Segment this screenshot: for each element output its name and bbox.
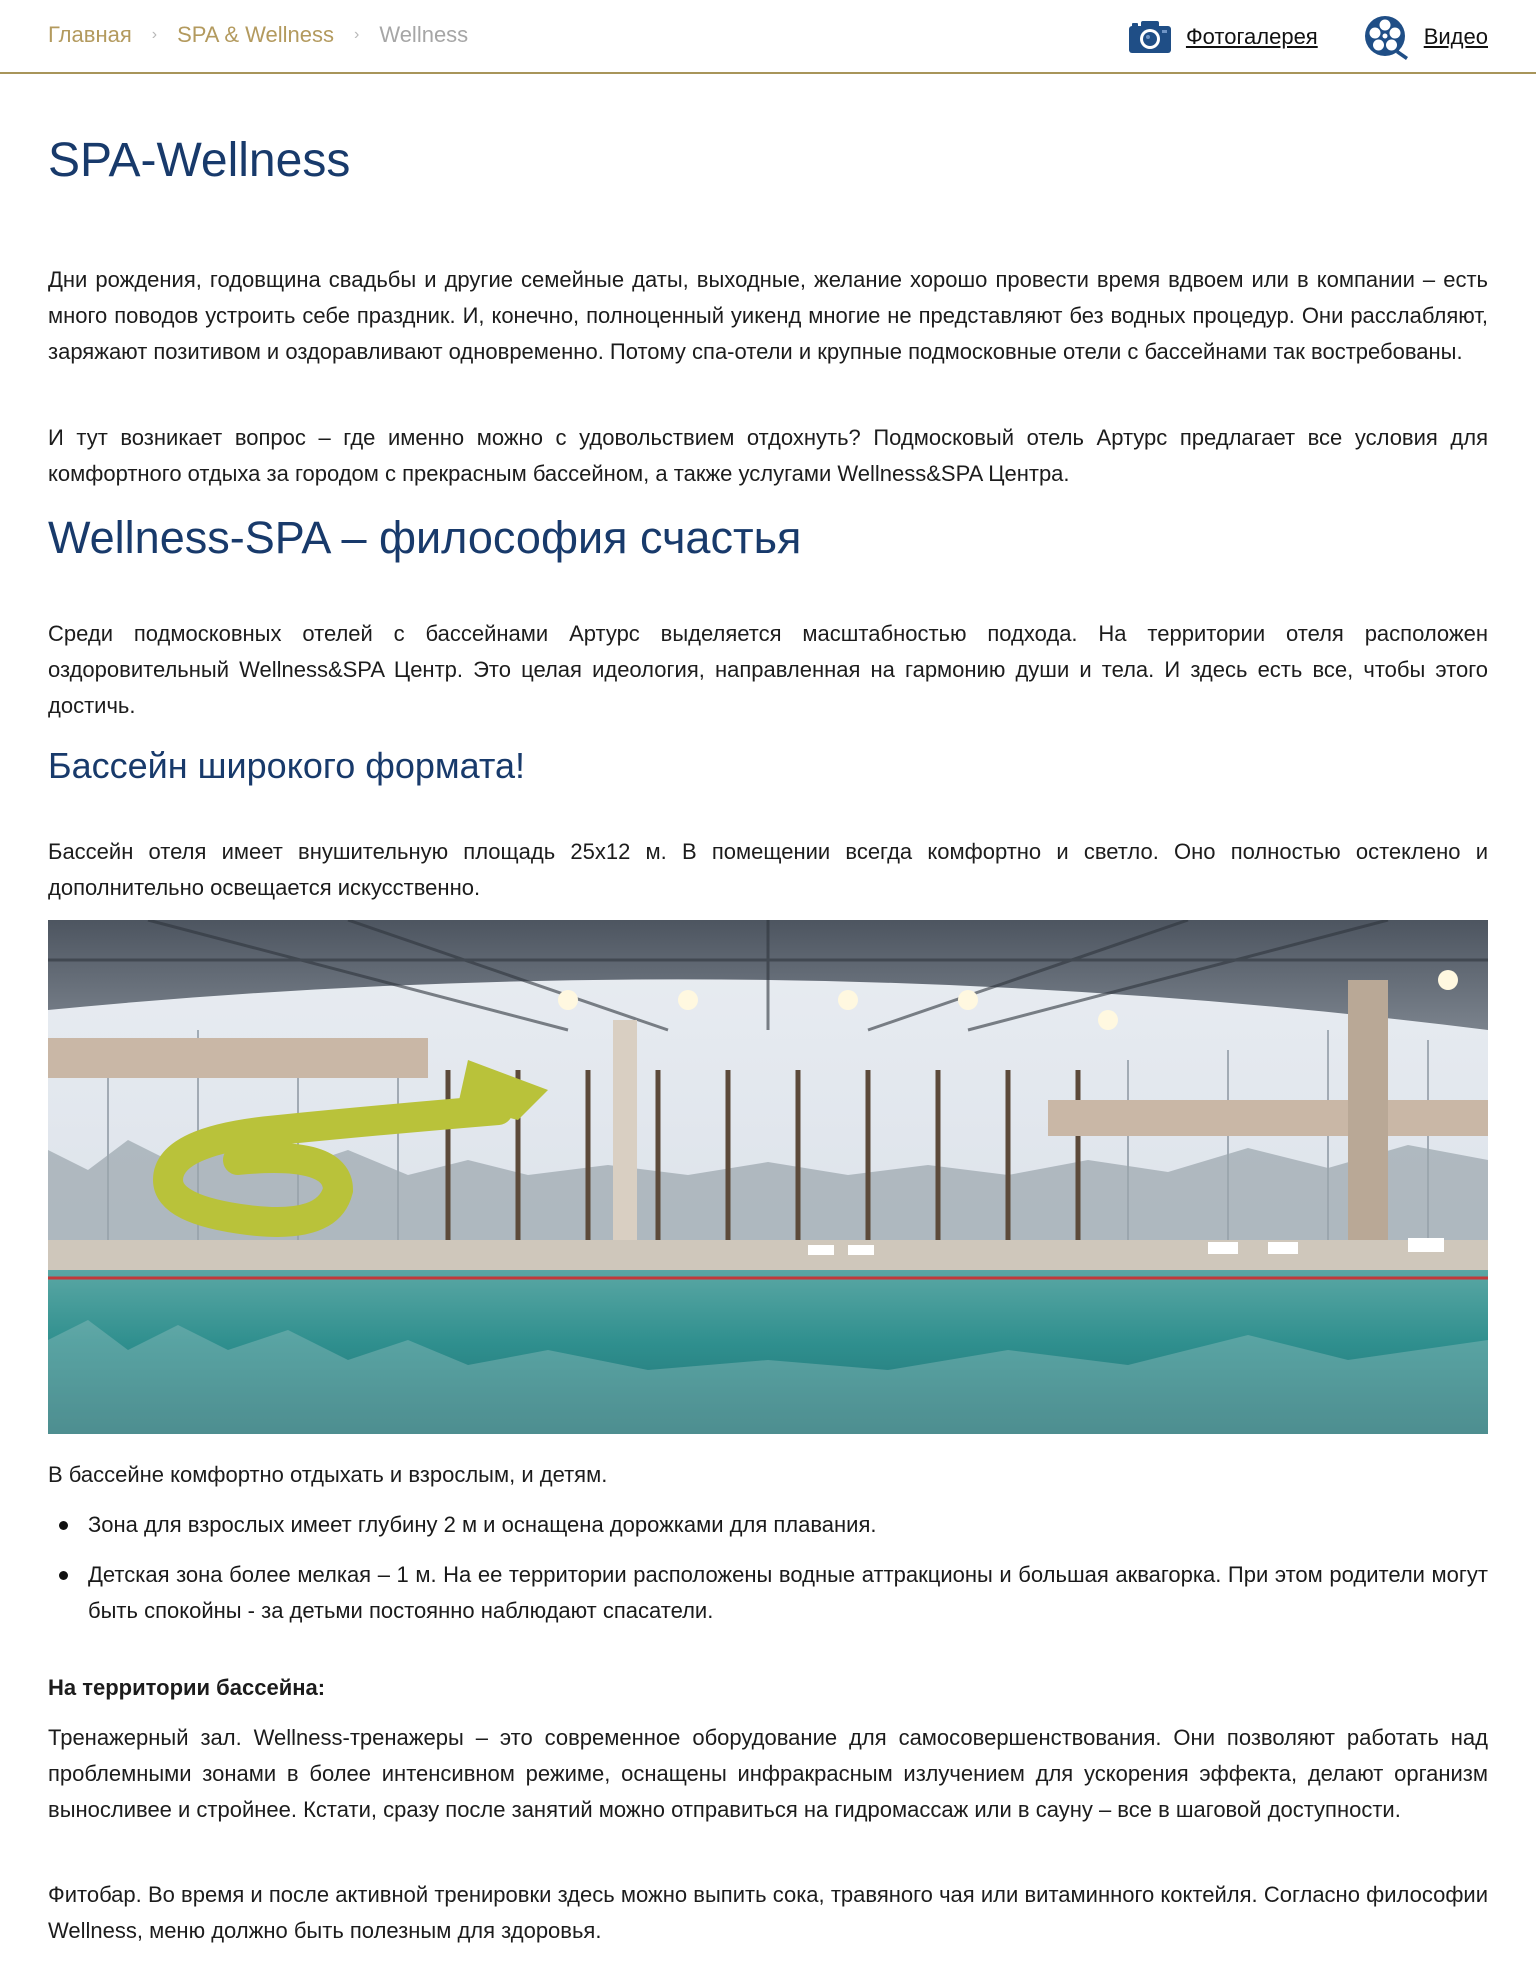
pool-zone-list bbox=[48, 1507, 1488, 1643]
photo-gallery-link[interactable] bbox=[1128, 19, 1318, 55]
list-item bbox=[48, 1557, 1488, 1629]
pool-paragraph: Бассейн отеля имеет внушительную площадь 25х12 м. В помещении всегда комфортно и светло. Оно полностью остеклено и дополнительно освещается искусственно. bbox=[48, 839, 1488, 900]
breadcrumb-current: Wellness bbox=[379, 22, 469, 47]
territory-paragraph-1: Тренажерный зал. Wellness-тренажеры – это современное оборудование для самосовершенствования. Они позволяют работать над проблемными зонами в более интенсивном режиме, оснащены инфракрасным излучением для ускорения эффекта, делают организм выносливее и стройнее. Кстати, сразу после занятий можно отправиться на гидромассаж или в сауну – все в шаговой доступности. bbox=[48, 1725, 1488, 1822]
territory-paragraph-2: Фитобар. Во время и после активной тренировки здесь можно выпить сока, травяного чая или витаминного коктейля. Согласно философии Wellness, меню должно быть полезным для здоровья. bbox=[48, 1882, 1488, 1943]
list-item-text: Детская зона более мелкая – 1 м. На ее территории расположены водные аттракционы и большая аквагорка. При этом родители могут быть спокойны - за детьми постоянно наблюдают спасатели. bbox=[88, 1562, 1488, 1623]
section-paragraph: Среди подмосковных отелей с бассейнами Артурс выделяется масштабностью подхода. На территории отеля расположен оздоровительный Wellness&SPA Центр. Это целая идеология, направленная на гармонию души и тела. И здесь есть все, чтобы этого достичь. bbox=[48, 621, 1488, 718]
list-item-text: Зона для взрослых имеет глубину 2 м и оснащена дорожками для плавания. bbox=[88, 1512, 877, 1537]
bullet-icon bbox=[59, 1521, 68, 1530]
page-title: SPA-Wellness bbox=[48, 134, 351, 187]
camera-icon bbox=[1128, 19, 1172, 55]
bullet-icon bbox=[59, 1571, 68, 1580]
breadcrumb-spa-link[interactable]: SPA & Wellness bbox=[177, 22, 334, 47]
territory-heading: На территории бассейна: bbox=[48, 1675, 326, 1700]
photo-gallery-label: Фотогалерея bbox=[1185, 24, 1318, 49]
video-label: Видео bbox=[1423, 24, 1488, 49]
top-bar bbox=[0, 0, 1536, 74]
intro-paragraph-2: И тут возникает вопрос – где именно можно с удовольствием отдохнуть? Подмосковый отель Артурс предлагает все условия для комфортного отдыха за городом с прекрасным бассейном, а также услугами Wellness&SPA Центра. bbox=[48, 425, 1488, 486]
pool-photo bbox=[48, 920, 1488, 1434]
video-link[interactable] bbox=[1362, 13, 1488, 61]
pool-heading: Бассейн широкого формата! bbox=[48, 745, 525, 786]
section-heading: Wellness-SPA – философия счастья bbox=[48, 512, 802, 563]
intro-paragraph-1: Дни рождения, годовщина свадьбы и другие семейные даты, выходные, желание хорошо провести время вдвоем или в компании – есть много поводов устроить себе праздник. И, конечно, полноценный уикенд многие не представляют без водных процедур. Они расслабляют, заряжают позитивом и оздоравливают одновременно. Потому спа-отели и крупные подмосковные отели с бассейнами так востребованы. bbox=[48, 267, 1488, 364]
breadcrumb-separator-icon: › bbox=[151, 26, 158, 43]
media-links bbox=[1084, 13, 1488, 61]
film-reel-icon bbox=[1362, 13, 1410, 61]
breadcrumb bbox=[48, 22, 468, 48]
breadcrumb-separator-icon: › bbox=[354, 26, 360, 43]
breadcrumb-home-link[interactable]: Главная bbox=[48, 22, 132, 47]
list-item bbox=[48, 1507, 1488, 1543]
pool-after-photo-text: В бассейне комфортно отдыхать и взрослым, и детям. bbox=[48, 1462, 608, 1487]
